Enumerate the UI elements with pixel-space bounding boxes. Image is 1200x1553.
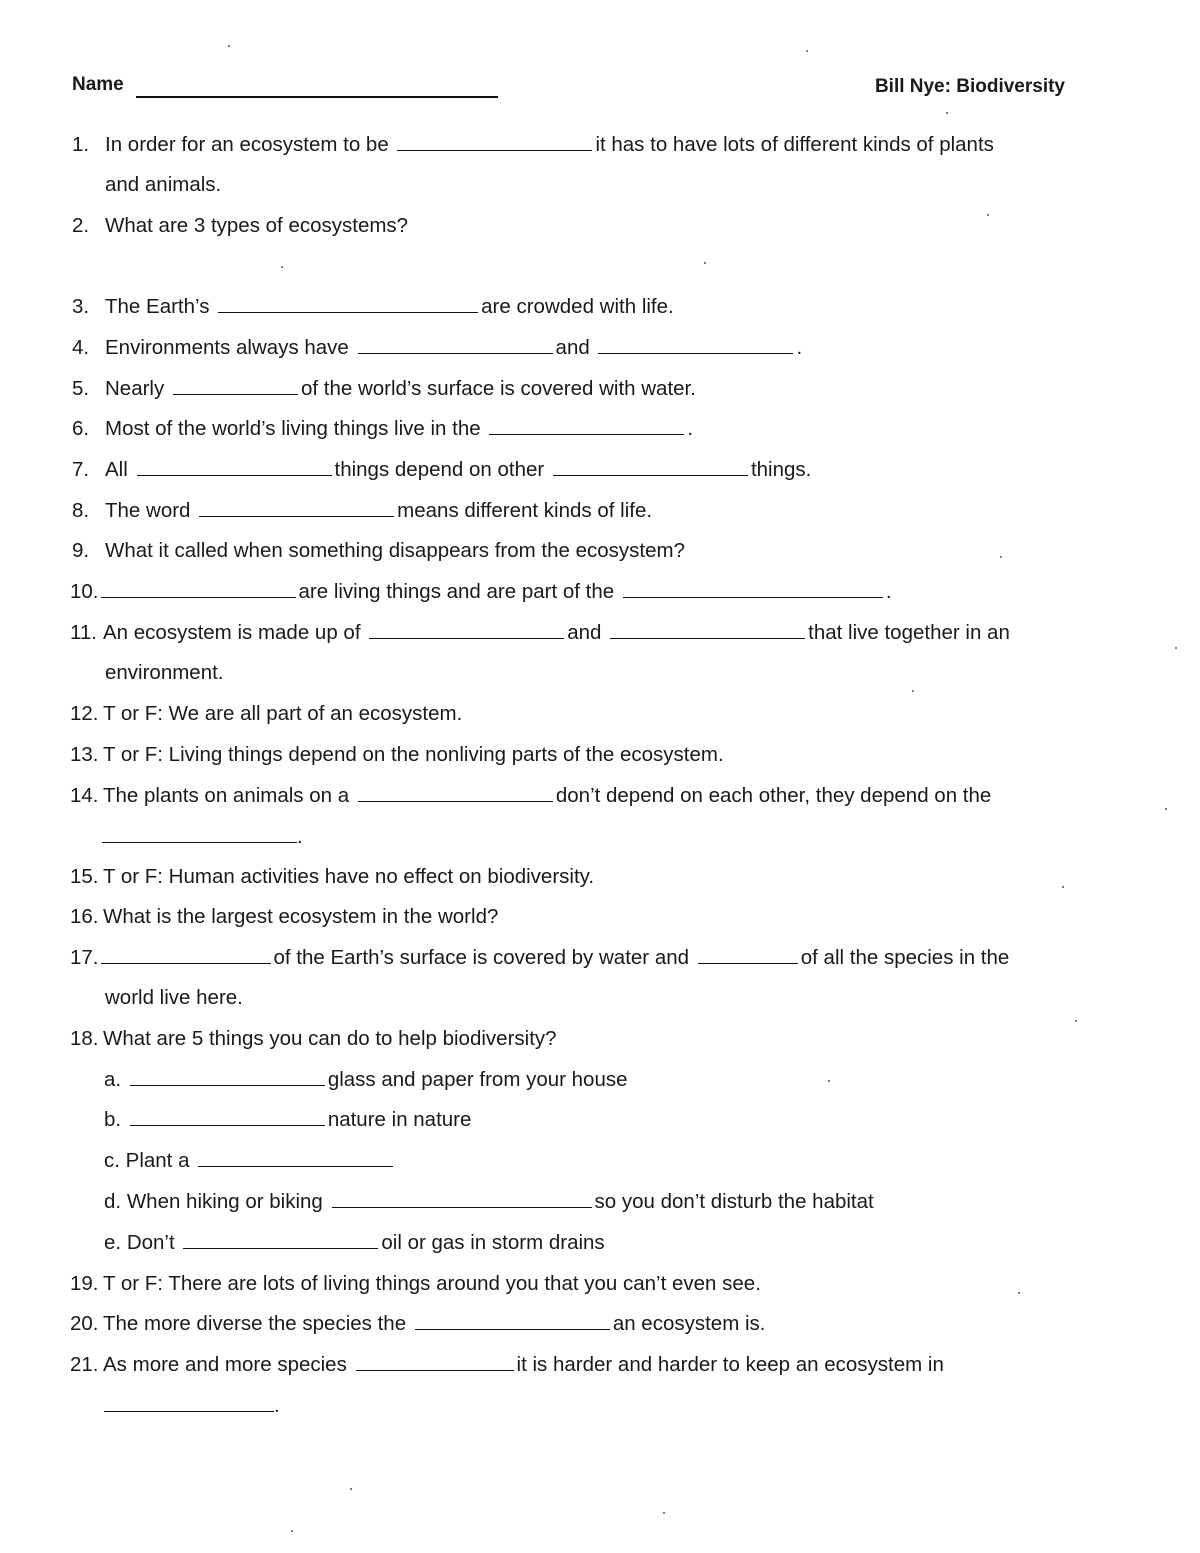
answer-blank[interactable]: [332, 1189, 592, 1208]
scan-speck: [1000, 556, 1002, 558]
question-15: 15. T or F: Human activities have no effect on biodiversity.: [70, 865, 595, 888]
scan-speck: [806, 50, 808, 52]
answer-blank[interactable]: [173, 376, 298, 395]
question-10: 10. are living things and are part of the .: [70, 580, 892, 603]
question-11: 11. An ecosystem is made up of and that live together in an: [70, 621, 1010, 644]
question-14: 14. The plants on animals on a don’t depend on each other, they depend on the: [70, 784, 992, 807]
scan-speck: [281, 266, 283, 268]
question-16: 16. What is the largest ecosystem in the world?: [70, 905, 499, 928]
scan-speck: [912, 690, 914, 692]
answer-blank[interactable]: [218, 294, 478, 313]
answer-blank[interactable]: [553, 457, 748, 476]
question-6: 6. Most of the world’s living things live in the .: [72, 417, 694, 440]
answer-blank[interactable]: [101, 579, 296, 598]
answer-blank[interactable]: [183, 1230, 378, 1249]
scan-speck: [1165, 808, 1167, 810]
question-18-item-a: a. glass and paper from your house: [104, 1068, 628, 1091]
answer-blank[interactable]: [356, 1352, 514, 1371]
question-18: 18. What are 5 things you can do to help biodiversity?: [70, 1027, 557, 1050]
answer-blank[interactable]: [199, 498, 394, 517]
question-3: 3. The Earth’s are crowded with life.: [72, 295, 674, 318]
answer-blank[interactable]: [610, 620, 805, 639]
scan-speck: [228, 45, 230, 47]
scan-speck: [291, 1530, 293, 1532]
question-18-item-d: d. When hiking or biking so you don’t disturb the habitat: [104, 1190, 874, 1213]
name-input-line[interactable]: [136, 96, 498, 98]
answer-blank[interactable]: [198, 1148, 393, 1167]
answer-blank[interactable]: [102, 824, 297, 843]
question-2: 2. What are 3 types of ecosystems?: [72, 214, 409, 237]
scan-speck: [1018, 1292, 1020, 1294]
scan-speck: [350, 1488, 352, 1490]
answer-blank[interactable]: [101, 945, 271, 964]
scan-speck: [1062, 886, 1064, 888]
scan-speck: [1075, 1020, 1077, 1022]
question-7: 7. All things depend on other things.: [72, 458, 812, 481]
answer-blank[interactable]: [130, 1107, 325, 1126]
worksheet-title: Bill Nye: Biodiversity: [874, 76, 1065, 97]
question-8: 8. The word means different kinds of life.: [72, 499, 653, 522]
question-14-cont: .: [102, 824, 303, 850]
scan-speck: [663, 1512, 665, 1514]
question-5: 5. Nearly of the world’s surface is covered with water.: [72, 377, 696, 400]
answer-blank[interactable]: [489, 416, 684, 435]
question-21: 21. As more and more species it is harder and harder to keep an ecosystem in: [70, 1353, 944, 1376]
answer-blank[interactable]: [369, 620, 564, 639]
answer-blank[interactable]: [358, 783, 553, 802]
answer-blank[interactable]: [415, 1311, 610, 1330]
question-13: 13. T or F: Living things depend on the nonliving parts of the ecosystem.: [70, 743, 724, 766]
scan-speck: [828, 1080, 830, 1082]
scan-speck: [1175, 647, 1177, 649]
answer-blank[interactable]: [137, 457, 332, 476]
answer-blank[interactable]: [698, 945, 798, 964]
answer-blank[interactable]: [104, 1393, 274, 1412]
name-label: Name: [72, 74, 124, 95]
answer-blank[interactable]: [623, 579, 883, 598]
scan-speck: [946, 112, 948, 114]
question-21-cont: .: [104, 1393, 280, 1419]
question-1: 1. In order for an ecosystem to be it has to have lots of different kinds of plants: [72, 133, 994, 156]
answer-blank[interactable]: [130, 1067, 325, 1086]
scan-speck: [704, 262, 706, 264]
question-18-item-b: b. nature in nature: [104, 1108, 472, 1131]
answer-blank[interactable]: [397, 132, 592, 151]
question-20: 20. The more diverse the species the an ecosystem is.: [70, 1312, 766, 1335]
question-1-cont: and animals.: [105, 173, 222, 196]
question-4: 4. Environments always have and .: [72, 336, 803, 359]
question-11-cont: environment.: [105, 661, 224, 684]
question-12: 12. T or F: We are all part of an ecosystem.: [70, 702, 463, 725]
question-17-cont: world live here.: [105, 986, 243, 1009]
question-9: 9. What it called when something disappears from the ecosystem?: [72, 539, 685, 562]
question-18-item-e: e. Don’t oil or gas in storm drains: [104, 1231, 605, 1254]
answer-blank[interactable]: [598, 335, 793, 354]
scan-speck: [987, 214, 989, 216]
question-17: 17. of the Earth’s surface is covered by water and of all the species in the: [70, 946, 1010, 969]
answer-blank[interactable]: [358, 335, 553, 354]
question-19: 19. T or F: There are lots of living things around you that you can’t even see.: [70, 1272, 761, 1295]
question-18-item-c: c. Plant a: [104, 1148, 396, 1174]
